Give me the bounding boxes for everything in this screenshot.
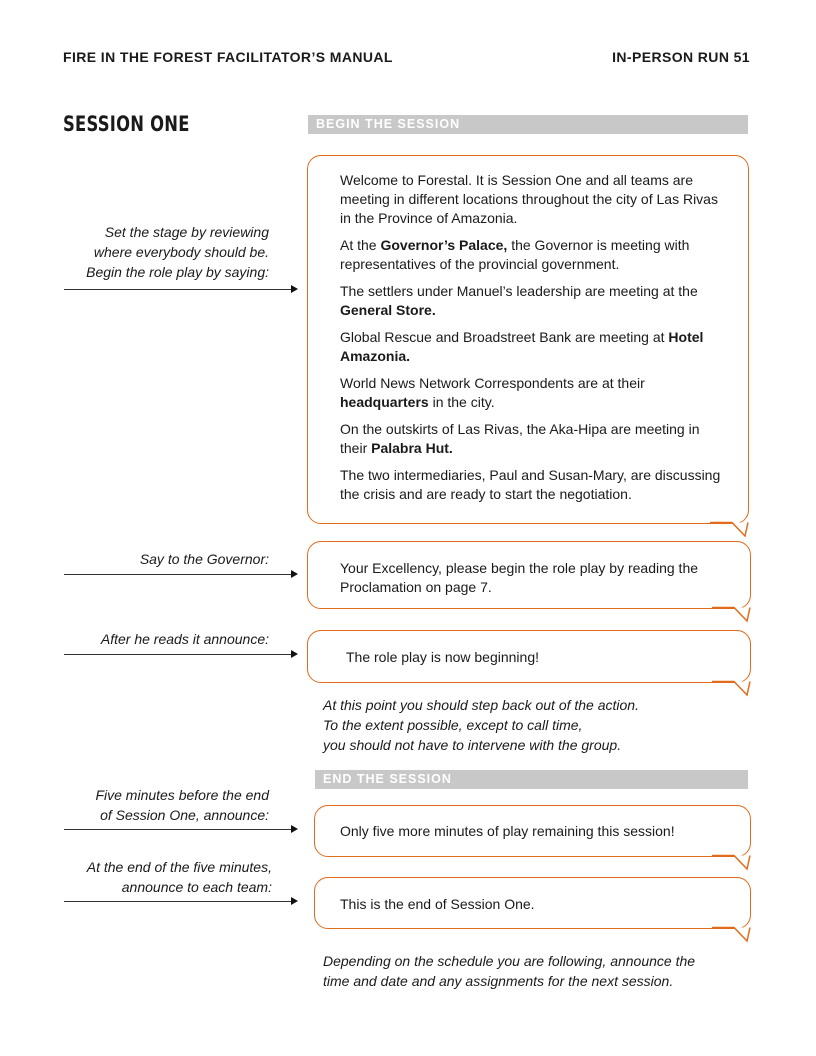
arrow (64, 901, 296, 902)
note-line: Set the stage by reviewing (104, 224, 269, 240)
instruction-line: To the extent possible, except to call time, (323, 717, 583, 733)
bubble-tail (712, 853, 752, 873)
location-palabra-hut: Palabra Hut. (371, 440, 453, 456)
session-title: SESSION ONE (63, 112, 190, 136)
bubble-tail (712, 679, 752, 699)
note-set-stage (59, 222, 269, 282)
instruction-line: you should not have to intervene with the group. (323, 737, 622, 753)
instruction-line: time and date and any assignments for the next session. (323, 973, 674, 989)
beginning-speech-bubble (307, 630, 751, 683)
bubble-tail (710, 520, 750, 540)
note-end-five-minutes (62, 857, 272, 897)
arrow (64, 574, 296, 575)
note-line: announce to each team: (121, 879, 272, 895)
note-say-governor: Say to the Governor: (139, 551, 269, 567)
governor-speech-text: Your Excellency, please begin the role play by reading the Proclamation on page 7. (340, 560, 699, 595)
arrow (64, 654, 296, 655)
intermediaries-paragraph: The two intermediaries, Paul and Susan-Mary, are discussing the crisis and are ready to start the negotiation. (340, 467, 721, 502)
location-general-store: General Store. (340, 302, 436, 318)
palabra-hut-paragraph: On the outskirts of Las Rivas, the Aka-Hipa are meeting in their Palabra Hut. (340, 421, 700, 456)
welcome-speech-bubble (307, 155, 749, 524)
end-session-speech-text: This is the end of Session One. (340, 896, 535, 912)
note-line: Five minutes before the end (95, 787, 269, 803)
hotel-amazonia-paragraph: Global Rescue and Broadstreet Bank are meeting at Hotel Amazonia. (340, 329, 704, 364)
note-five-minutes (59, 785, 269, 825)
five-minutes-speech-text: Only five more minutes of play remaining this session! (340, 823, 675, 839)
bubble-tail (712, 605, 752, 625)
note-line: of Session One, announce: (100, 807, 269, 823)
location-governors-palace: Governor’s Palace, (380, 237, 508, 253)
general-store-paragraph: The settlers under Manuel’s leadership are meeting at the General Store. (340, 283, 698, 318)
end-session-speech-bubble (314, 877, 751, 929)
location-hotel-amazonia: Hotel Amazonia. (340, 329, 704, 364)
begin-session-bar: BEGIN THE SESSION (308, 115, 748, 134)
closing-instructions (323, 951, 695, 991)
instruction-line: At this point you should step back out of the action. (323, 697, 639, 713)
end-session-bar: END THE SESSION (315, 770, 748, 789)
welcome-paragraph: Welcome to Forestal. It is Session One and all teams are meeting in different locations throughout the city of Las Rivas in the Province of Amazonia. (340, 172, 718, 226)
step-back-instructions (323, 695, 639, 755)
governor-speech-bubble (307, 541, 751, 609)
location-headquarters: headquarters (340, 394, 429, 410)
note-line: At the end of the five minutes, (86, 859, 272, 875)
beginning-speech-text: The role play is now beginning! (346, 649, 540, 665)
instruction-line: Depending on the schedule you are following, announce the (323, 953, 696, 969)
note-line: where everybody should be. (93, 244, 269, 260)
bubble-tail (712, 925, 752, 945)
note-after-reading: After he reads it announce: (100, 631, 269, 647)
governors-palace-paragraph: At the Governor’s Palace, the Governor is meeting with representatives of the provincial government. (340, 237, 690, 272)
note-line: Begin the role play by saying: (86, 264, 269, 280)
five-minutes-speech-bubble (314, 805, 751, 857)
arrow (64, 289, 296, 290)
run-label: IN-PERSON RUN 51 (612, 49, 750, 65)
headquarters-paragraph: World News Network Correspondents are at their headquarters in the city. (340, 375, 645, 410)
arrow (64, 829, 296, 830)
manual-title: FIRE IN THE FOREST FACILITATOR’S MANUAL (63, 49, 393, 65)
